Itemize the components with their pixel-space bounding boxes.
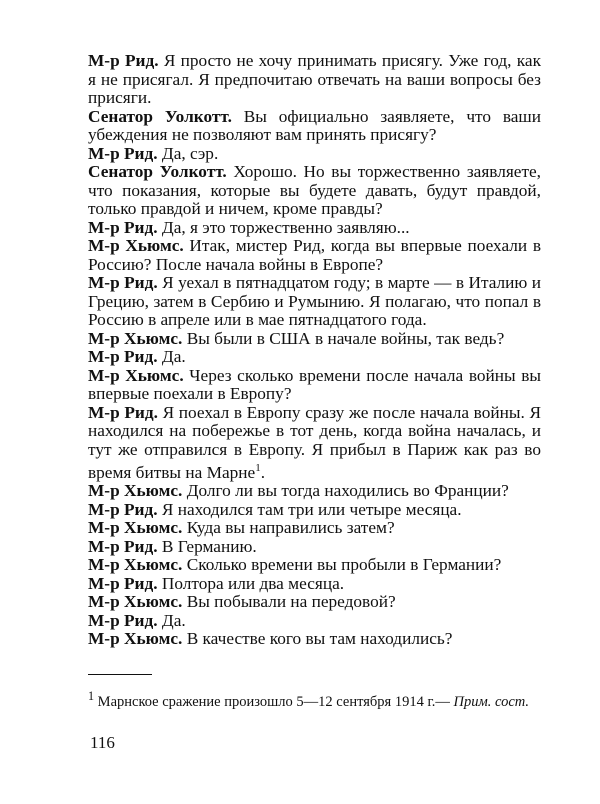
transcript-paragraph [88, 348, 541, 367]
speaker-name: М-р Хьюмс. [88, 629, 183, 649]
speech-text: Да, сэр. [161, 143, 219, 163]
trailing-punctuation: . [260, 462, 266, 482]
transcript-paragraph [88, 145, 541, 164]
transcript-paragraph [88, 575, 541, 594]
transcript-paragraph [88, 367, 541, 404]
speaker-name: М-р Рид. [88, 610, 158, 630]
footnote-mark: 1 [88, 689, 95, 703]
speaker-name: М-р Рид. [88, 143, 158, 163]
speech-text: Я уехал в пятнадцатом году; в марте — в Италию и Грецию, затем в Сербию и Румынию. Я полагаю, что попал в Россию в апреле или в мае пятнадцатого года. [88, 273, 541, 329]
speaker-name: М-р Рид. [88, 51, 159, 70]
speech-text: Сколько времени вы пробыли в Германии? [186, 555, 502, 575]
speaker-name: М-р Рид. [88, 536, 158, 556]
speaker-name: М-р Рид. [88, 402, 158, 422]
transcript-paragraph [88, 501, 541, 520]
footnote-reference: 1 [255, 462, 261, 474]
speech-text: Вы побывали на передовой? [186, 592, 396, 612]
transcript-paragraph [88, 556, 541, 575]
speaker-name: М-р Хьюмс. [88, 592, 183, 612]
transcript-paragraph [88, 519, 541, 538]
footnote-divider [88, 674, 152, 675]
transcript-paragraph [88, 330, 541, 349]
speaker-name: М-р Хьюмс. [88, 236, 184, 255]
transcript-paragraph [88, 593, 541, 612]
speech-text: Полтора или два месяца. [161, 573, 345, 593]
speech-text: Да. [161, 347, 186, 366]
transcript-paragraph [88, 108, 541, 145]
speaker-name: М-р Хьюмс. [88, 518, 183, 538]
speaker-name: М-р Хьюмс. [88, 555, 183, 575]
speaker-name: М-р Хьюмс. [88, 328, 183, 348]
page-number: 116 [90, 733, 115, 752]
speech-text: Итак, мистер Рид, когда вы впервые поехали в Россию? После начала войны в Европе? [88, 236, 541, 274]
speech-text: Долго ли вы тогда находились во Франции? [186, 481, 509, 501]
footnote [88, 687, 541, 711]
transcript-paragraph [88, 237, 541, 274]
speaker-name: М-р Рид. [88, 273, 158, 292]
transcript-paragraph [88, 482, 541, 501]
speaker-name: М-р Хьюмс. [88, 481, 183, 501]
transcript-paragraph [88, 163, 541, 219]
speech-text: Куда вы направились затем? [186, 518, 395, 538]
speech-text: Вы официально заявляете, что ваши убеждения не позволяют вам принять присягу? [88, 106, 541, 144]
speech-text: Я находился там три или четыре месяца. [161, 499, 462, 519]
speaker-name: М-р Рид. [88, 347, 158, 366]
speech-text: Я просто не хочу принимать присягу. Уже год, как я не присягал. Я предпочитаю отвечать на ваши вопросы без присяги. [88, 51, 541, 107]
speaker-name: М-р Хьюмс. [88, 365, 184, 385]
footnote-text: Марнское сражение произошло 5—12 сентября 1914 г.— [97, 693, 450, 710]
footnote-note: Прим. сост. [453, 693, 530, 710]
speech-text: Да, я это торжественно заявляю... [161, 217, 410, 237]
speaker-name: Сенатор Уолкотт. [88, 106, 232, 126]
transcript-paragraph [88, 612, 541, 631]
speaker-name: М-р Рид. [88, 573, 158, 593]
transcript-paragraph [88, 630, 541, 649]
transcript-paragraph [88, 274, 541, 330]
transcript-paragraph [88, 219, 541, 238]
speaker-name: М-р Рид. [88, 217, 158, 237]
speech-text: Я поехал в Европу сразу же после начала войны. Я находился на побережье в тот день, когда война началась, и тут же отправился в Европу. Я прибыл в Париж как раз во время битвы на Марне [88, 402, 541, 482]
transcript-body [88, 52, 541, 649]
speech-text: Через сколько времени после начала войны вы впервые поехали в Европу? [88, 365, 541, 403]
transcript-paragraph [88, 404, 541, 483]
speech-text: В Германию. [161, 536, 257, 556]
speech-text: Хорошо. Но вы торжественно заявляете, что показания, которые вы будете давать, будут правдой, только правдой и ничем, кроме правды? [88, 162, 541, 218]
speech-text: Да. [161, 610, 186, 630]
speech-text: Вы были в США в начале войны, так ведь? [186, 328, 505, 348]
transcript-paragraph [88, 538, 541, 557]
speaker-name: М-р Рид. [88, 499, 158, 519]
speech-text: В качестве кого вы там находились? [186, 629, 453, 649]
speaker-name: Сенатор Уолкотт. [88, 162, 227, 181]
transcript-paragraph [88, 52, 541, 108]
